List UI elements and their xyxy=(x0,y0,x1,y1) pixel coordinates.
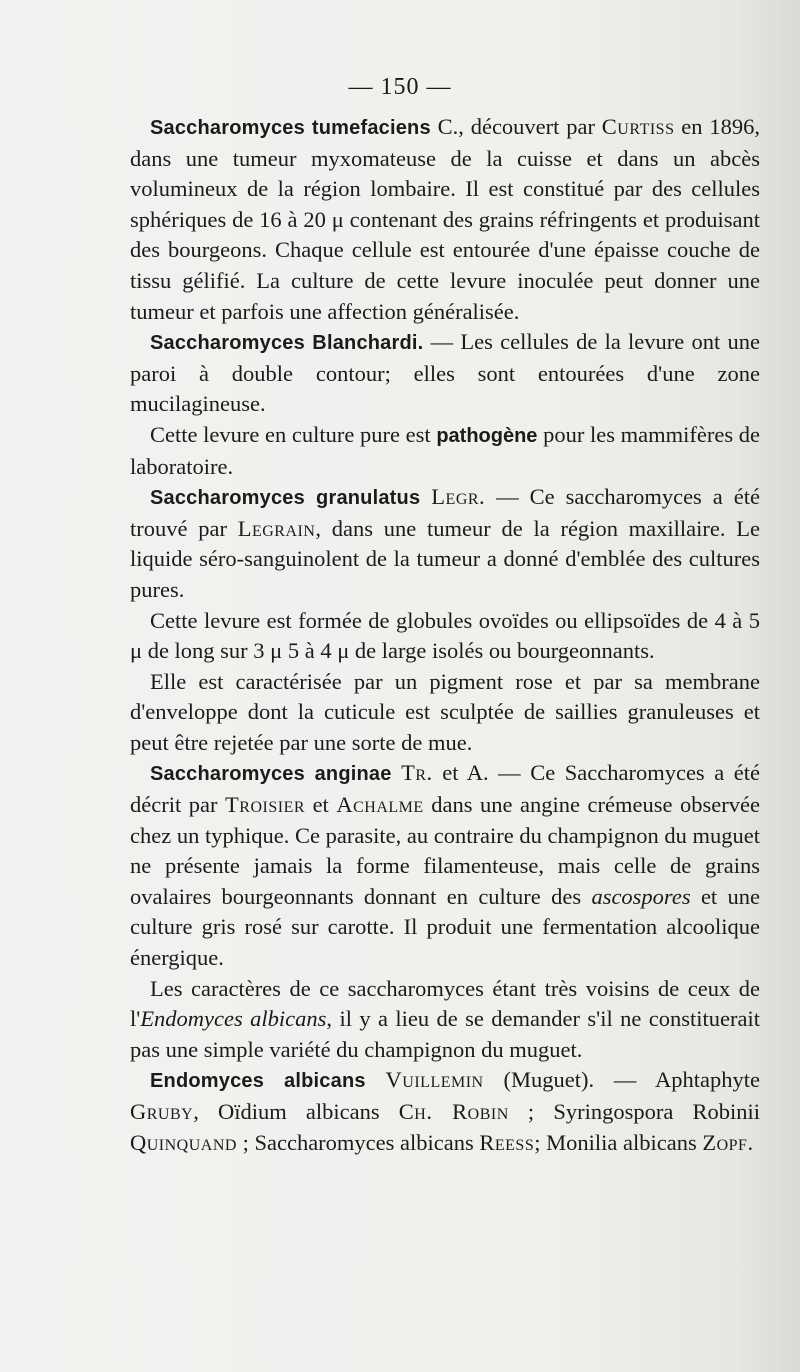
author-name: Ch. Robin xyxy=(398,1099,509,1124)
species-name: Saccharomyces Blanchardi. xyxy=(150,332,424,355)
text-run: , Oïdium albicans xyxy=(193,1099,399,1124)
text-run xyxy=(392,760,402,785)
emphasis-italic: Endomyces albicans xyxy=(140,1006,327,1032)
species-name: Endomyces albicans xyxy=(150,1070,366,1093)
text-run: en 1896, dans une tumeur myxomateuse de la cuisse et dans un abcès volumineux de la région lombaire. Il est constitué par des cellules sphériques de 16 à 20 μ contenant des grains réfringents et produisant des bourgeons. Chaque cellule est entourée d'une épaisse couche de tissu gélifié. La culture de cette levure inoculée peut donner une tumeur et parfois une affection généralisée. xyxy=(130,114,760,324)
text-run: ; Syringospora Robinii xyxy=(508,1099,760,1124)
body-text xyxy=(130,112,760,1158)
paragraph-endomyces xyxy=(130,1065,760,1158)
author-name: Troisier xyxy=(225,792,306,818)
text-run: Cette levure en culture pure est xyxy=(150,421,437,447)
author-name: Tr. xyxy=(401,760,433,786)
text-run xyxy=(366,1067,386,1092)
paragraph-caracteres xyxy=(130,974,760,1066)
text-run: et xyxy=(305,792,337,818)
text-run: — Ce saccharomyces a été trouvé par xyxy=(130,484,761,541)
text-run: C., découvert par xyxy=(430,114,602,139)
author-name: Curtiss xyxy=(601,114,675,139)
author-name: Zopf xyxy=(702,1129,748,1155)
text-run: , dans une tumeur de la région maxillaire. Le liquide séro-sanguinolent de la tumeur a donné d'emblée des cultures pures. xyxy=(130,515,760,602)
paragraph-pathogene xyxy=(130,420,760,482)
text-run: , il y a lieu de se demander s'il ne constituerait pas une simple variété du champignon du muguet. xyxy=(130,1006,760,1062)
author-name: Legrain xyxy=(237,515,316,541)
text-run: pour les mammifères de laboratoire. xyxy=(130,421,760,479)
text-run: — Les cellules de la levure ont une paroi à double contour; elles sont entourées d'une zone mucilagineuse. xyxy=(130,329,761,417)
text-run: ; Monilia albicans xyxy=(534,1129,703,1155)
paragraph-globules xyxy=(130,606,760,667)
emphasis-italic: ascospores xyxy=(591,883,691,909)
species-name: Saccharomyces tumefaciens xyxy=(150,117,431,139)
text-run: . xyxy=(747,1129,754,1155)
paragraph-granulatus xyxy=(130,482,760,605)
paragraph-anginae xyxy=(130,758,760,973)
text-run: Les caractères de ce saccharomyces étant très voisins de ceux de l' xyxy=(130,975,760,1032)
text-run: dans une angine crémeuse observée chez un typhique. Ce parasite, au contraire du champignon du muguet ne présente jamais la forme filamenteuse, mais celle de grains ovalaires bourgeonnants donnant en culture des xyxy=(130,792,760,909)
author-name: Achalme xyxy=(336,792,424,818)
text-run: Cette levure est formée de globules ovoïdes ou ellipsoïdes de 4 à 5 μ de long sur 3 μ 5 à 4 μ de large isolés ou bourgeonnants. xyxy=(130,607,760,664)
species-name: Saccharomyces granulatus xyxy=(150,487,421,510)
text-run: ; Saccharomyces albicans xyxy=(236,1129,480,1155)
author-name: Legr. xyxy=(431,484,486,510)
paragraph-pigment xyxy=(130,667,760,759)
text-run xyxy=(420,484,431,509)
text-run: (Muguet). — Aphtaphyte xyxy=(483,1067,760,1093)
paragraph-tumefaciens xyxy=(130,112,760,327)
author-name: Gruby xyxy=(130,1099,194,1124)
text-run: Elle est caractérisée par un pigment rose et par sa membrane d'enveloppe dont la cuticule est sculptée de saillies granuleuses et peut être rejetée par une sorte de mue. xyxy=(130,668,760,755)
author-name: Vuillemin xyxy=(385,1067,484,1093)
species-name: Saccharomyces anginae xyxy=(150,763,392,786)
author-name: Quinquand xyxy=(130,1129,237,1155)
text-run: et A. — Ce Saccharomyces a été décrit par xyxy=(130,760,760,818)
text-run: et une culture gris rosé sur carotte. Il produit une fermentation alcoolique énergique. xyxy=(130,883,760,971)
emphasis-bold: pathogène xyxy=(436,424,538,447)
paragraph-blanchardi xyxy=(130,327,760,420)
page-number: — 150 — xyxy=(348,74,452,100)
author-name: Reess xyxy=(479,1129,535,1155)
